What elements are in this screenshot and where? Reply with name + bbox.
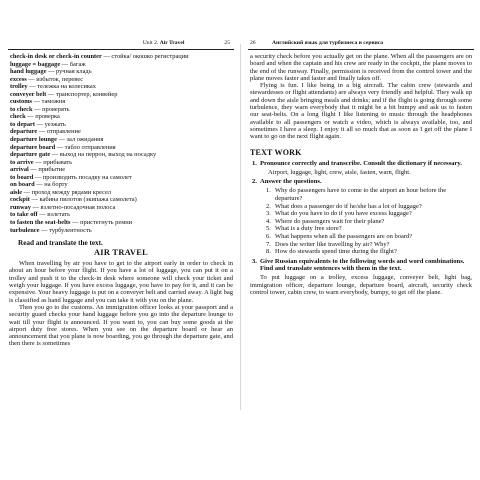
left-page [8, 40, 234, 414]
vocab-term: to take off [10, 211, 38, 219]
vocab-term: to check [10, 105, 33, 113]
question-item [266, 210, 474, 218]
vocab-term: turbulence [10, 226, 40, 234]
article-paragraph-2: Then you go to the customs. An immigration officer looks at your passport and a security guard checks your hand luggage before you go into the departure lounge to wait till your flight is announced. If you want to, you can buy some goods at the airport duty free stores. When you see on the departure board or hear an announcement that you plane is now boarding, you go through the departure gate, and then there is sometimes [9, 303, 233, 348]
article-paragraph-1: When travelling by air you have to get to the airport early in order to check in about an hour before your flight. If you have a lot of luggage, you can put it on a trolley and push it to the check-in desk where someone will check your ticket and weigh your luggage. If you have excess luggage, you have to pay for it, and it can be expensive. Your heavy luggage is put on a conveyer belt and carried away. A light bag is classified as hand luggage and you can take it with you on the plane. [9, 260, 233, 304]
vocab-term: cockpit [10, 196, 30, 204]
question-text: What do you have to do if you have excess luggage? [275, 210, 412, 218]
vocab-term: check [10, 113, 26, 121]
vocab-term: luggage = baggage [10, 60, 61, 68]
article-paragraph-4: Flying is fun. I like being in a big aircraft. The cabin crew (stewards and stewardesses or flight attendants) are always very friendly and helpful. They walk up and down the aisle bringing meals and drinks; and if the flight is going through some turbulence, they warn everybody that it might be a bit bumpy and ask us to fasten our seat-belts. On a long flight I like listening to music through the headphones available to all passengers or watch a video, which is always available, too, and sometimes I have a sleep. I enjoy it all so much that as soon as I get off the plane I want to go on the next flight again. [250, 82, 472, 141]
vocab-term: to board [10, 173, 34, 181]
vocab-meaning: — избыток, перевес [26, 75, 84, 83]
vocab-term: trolley [10, 83, 28, 91]
vocab-term: to arrive [10, 158, 34, 166]
vocab-meaning: — проверка [25, 113, 60, 121]
section-title: TEXT WORK [250, 147, 302, 157]
unit-title: Unit 2. Air Travel [142, 40, 185, 46]
right-page [248, 40, 474, 414]
vocab-entry [10, 121, 234, 129]
vocab-entry [10, 181, 234, 189]
vocab-meaning: — производить посадку на самолет [33, 173, 132, 181]
vocab-entry [10, 136, 234, 144]
question-number: 8. [266, 248, 271, 256]
question-text: How do stewards spend time during the flight? [275, 248, 397, 256]
page-divider [240, 44, 241, 410]
vocab-meaning: — взлетно-посадочная полоса [30, 203, 116, 211]
reading-instruction: Read and translate the text. [18, 239, 103, 248]
article-title: AIR TRAVEL [93, 248, 149, 258]
vocab-term: to fasten the seat-belts [10, 219, 71, 227]
vocab-entry [10, 76, 234, 84]
vocab-entry [10, 211, 234, 219]
vocab-meaning: — прибывать [33, 158, 73, 166]
vocab-meaning: — отправление [37, 128, 81, 136]
question-item [266, 248, 474, 256]
question-item [266, 225, 474, 233]
vocab-meaning: — пристегнуть ремни [70, 219, 133, 227]
question-text: What does a passenger do if he/she has a lot of luggage? [275, 202, 422, 210]
vocab-term: on board [10, 181, 35, 189]
vocab-term: aisle [10, 188, 23, 196]
vocab-entry [10, 196, 234, 204]
vocab-meaning: — проверять [32, 105, 70, 113]
question-number: 7. [266, 240, 271, 248]
question-number: 3. [266, 210, 271, 218]
question-number: 2. [266, 202, 271, 210]
vocab-meaning: — проход между рядами кресел [22, 188, 111, 196]
question-item [266, 218, 474, 226]
article-paragraph-3: a security check before you actually get on the plane. When all the passengers are on board and when the captain and his crew are ready in the cockpit, the plane moves to the end of the runway. Finally, permission is received from the control tower and the plane moves faster and faster and finally takes off. [250, 53, 472, 82]
question-text: Where do passengers wait for their plane? [275, 217, 385, 225]
question-item [266, 233, 474, 241]
book-title: Английский язык для турбизнеса и сервиса [272, 40, 384, 46]
question-text: What happens when all the passengers are on board? [275, 233, 413, 241]
question-item [266, 203, 474, 211]
vocab-meaning: — транспортер, конвейер [46, 90, 118, 98]
task-1-words: Airport, luggage, light, crew, aisle, fasten, warn, flight. [268, 168, 411, 176]
question-text: Does the writer like travelling by air? Why? [275, 240, 390, 248]
vocab-meaning: — кабина пилотов (экипажа самолета) [29, 196, 137, 204]
vocab-meaning: — таможня [32, 98, 66, 106]
vocab-term: departure board [10, 143, 56, 151]
question-text: Why do passengers have to come to the airport an hour before the departure? [275, 187, 447, 203]
task-3-text: To put luggage on a trolley, excess luggage, conveyer belt, light bag, immigration officer, departure lounge, departure board, aircraft, security check control tower, cabin crew, to warn everybody, bumpy, to get off the plane. [250, 274, 472, 296]
vocab-entry [10, 189, 234, 197]
vocab-entry [10, 174, 234, 182]
question-list [266, 187, 474, 255]
vocab-meaning: — ручная кладь [46, 68, 92, 76]
vocab-term: customs [10, 98, 33, 106]
question-item [266, 187, 474, 202]
vocab-entry [10, 128, 234, 136]
vocab-entry [10, 227, 234, 235]
vocab-entry [10, 106, 234, 114]
vocab-meaning: — стойка/ окошко регистрации [101, 53, 189, 60]
question-item [266, 241, 474, 249]
question-text: What is a duty free store? [275, 225, 342, 233]
left-page-number: 25 [224, 40, 230, 46]
vocab-meaning: — выход на перрон, выход на посадку [50, 151, 157, 159]
vocab-meaning: — прибытие [28, 166, 66, 174]
vocab-term: conveyer belt [10, 90, 47, 98]
vocab-entry [10, 166, 234, 174]
vocab-term: departure gate [10, 151, 51, 159]
right-page-header [248, 40, 474, 50]
task-2: 2. Answer the questions. [252, 178, 322, 186]
vocab-entry [10, 68, 234, 76]
right-page-number: 26 [250, 40, 256, 46]
vocab-entry [10, 151, 234, 159]
vocab-entry [10, 144, 234, 152]
vocab-meaning: — взлетать [37, 211, 71, 219]
question-number: 5. [266, 225, 271, 233]
vocab-entry [10, 61, 234, 69]
vocab-entry [10, 113, 234, 121]
question-number: 1. [266, 187, 271, 195]
vocab-term: check-in desk or check-in counter [10, 53, 102, 60]
vocab-term: runway [10, 203, 31, 211]
vocab-entry [10, 91, 234, 99]
vocab-meaning: — зал ожидания [56, 136, 104, 144]
vocab-entry [10, 204, 234, 212]
vocab-entry [10, 53, 234, 61]
vocab-term: arrival [10, 166, 29, 174]
vocab-entry [10, 98, 234, 106]
vocab-term: departure lounge [10, 136, 57, 144]
vocab-term: excess [10, 75, 27, 83]
vocab-meaning: — на борту [34, 181, 68, 189]
vocab-meaning: — тележка на колесиках [27, 83, 96, 91]
vocab-entry [10, 219, 234, 227]
question-number: 4. [266, 217, 271, 225]
vocab-term: departure [10, 128, 38, 136]
task-3: 3. Give Russian equivalents to the following words and word combinations. Find and translate sentences with them in the text. [252, 257, 465, 273]
vocab-term: hand luggage [10, 68, 47, 76]
vocab-meaning: — табло отправления [55, 143, 116, 151]
question-number: 6. [266, 233, 271, 241]
vocab-meaning: — уезжать [35, 120, 66, 128]
vocab-term: to depart [10, 120, 36, 128]
vocab-meaning: — турбулентность [39, 226, 92, 234]
vocab-entry [10, 83, 234, 91]
vocab-entry [10, 159, 234, 167]
vocab-meaning: — багаж [60, 60, 86, 68]
left-page-header [8, 40, 234, 50]
vocabulary-list [8, 53, 234, 234]
task-1: 1. Pronounce correctly and transcribe. Consult the dictionary if necessary. [252, 159, 462, 167]
